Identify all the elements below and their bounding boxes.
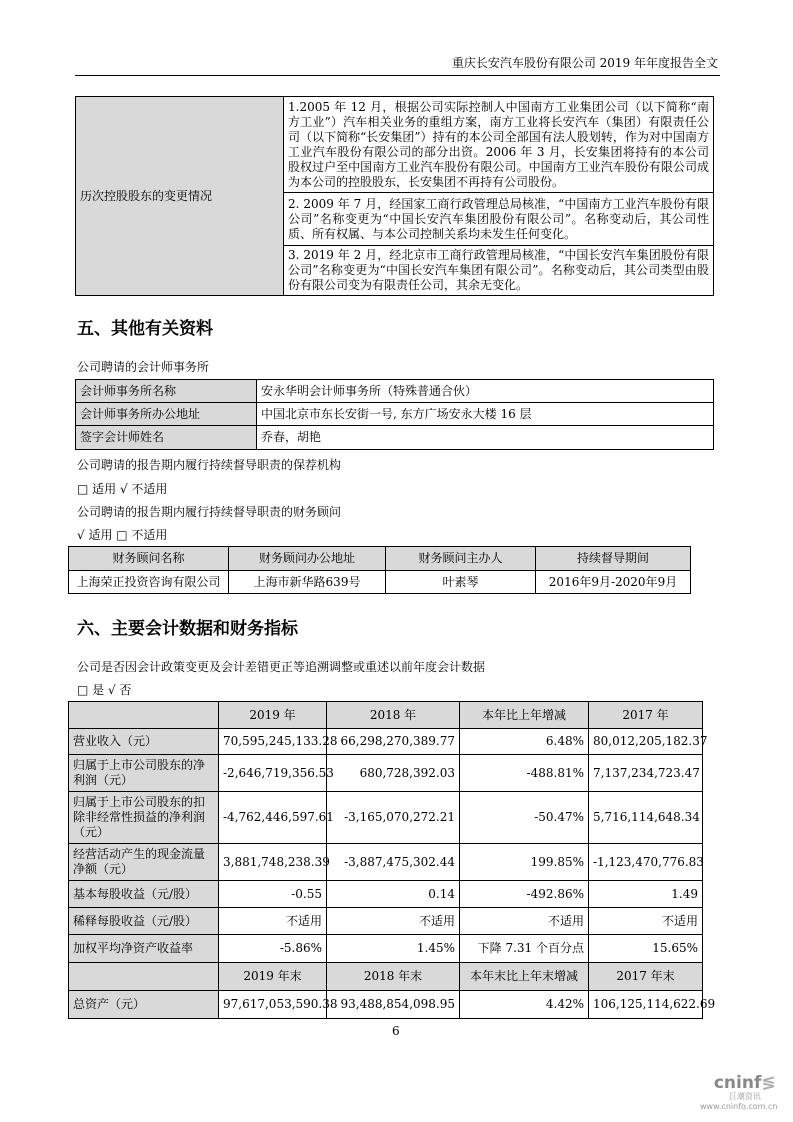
data-cell: -5.86% — [219, 935, 327, 963]
table-row — [69, 935, 703, 963]
column-header: 2019 年末 — [219, 963, 327, 991]
column-header: 财务顾问名称 — [69, 547, 229, 571]
data-cell: -3,165,070,272.21 — [327, 792, 460, 844]
data-cell: 不适用 — [589, 908, 703, 935]
report-header: 重庆长安汽车股份有限公司 2019 年年度报告全文 — [451, 56, 718, 70]
advisor-cell: 2016年9月-2020年9月 — [536, 571, 691, 594]
accountant-value: 安永华明会计师事务所（特殊普通合伙） — [257, 380, 714, 403]
section-heading-5: 五、其他有关资料 — [77, 319, 213, 339]
history-paragraph: 2. 2009 年 7 月，经国家工商行政管理总局核准，“中国南方工业汽车股份有限公司”名称变更为“中国长安汽车集团股份有限公司”。名称变动后，其公司性质、所有权属、与本公司控制关系均未发生任何变化。 — [284, 193, 714, 246]
data-cell: 4.42% — [460, 991, 589, 1019]
data-cell: 80,012,205,182.37 — [589, 729, 703, 755]
data-cell: -2,646,719,356.53 — [219, 755, 327, 792]
data-cell: 0.14 — [327, 881, 460, 908]
column-header: 2017 年 — [589, 702, 703, 729]
row-label: 营业收入（元） — [69, 729, 219, 755]
advisor-cell: 上海市新华路639号 — [229, 571, 386, 594]
column-header — [69, 963, 219, 991]
data-cell: 1.49 — [589, 881, 703, 908]
data-cell: 1.45% — [327, 935, 460, 963]
column-header — [69, 702, 219, 729]
data-cell: -0.55 — [219, 881, 327, 908]
accountant-label: 会计师事务所名称 — [76, 380, 257, 403]
data-cell: 93,488,854,098.95 — [327, 991, 460, 1019]
table-row — [69, 844, 703, 881]
data-cell: 6.48% — [460, 729, 589, 755]
column-header: 2018 年 — [327, 702, 460, 729]
table-row — [69, 729, 703, 755]
data-cell: 15.65% — [589, 935, 703, 963]
advisor-cell: 叶素琴 — [386, 571, 536, 594]
shareholder-history-table — [75, 96, 714, 296]
accountant-label: 签字会计师姓名 — [76, 426, 257, 450]
header-row — [69, 963, 703, 991]
history-paragraph: 1.2005 年 12 月，根据公司实际控制人中国南方工业集团公司（以下简称“南方工业”）汽车相关业务的重组方案，南方工业将长安汽车（集团）有限责任公司（以下简称“长安集团”）持有的本公司全部国有法人股划转，作为对中国南方工业汽车股份有限公司的部分出资。2006 年 3 月，长安集团将持有的本公司股权过户至中国南方工业汽车股份有限公司。中国南方工业汽车股份有限公司成为本公司的控股股东，长安集团不再持有公司股份。 — [284, 97, 714, 193]
column-header: 本年末比上年末增减 — [460, 963, 589, 991]
accountant-table — [75, 379, 714, 450]
data-cell: 下降 7.31 个百分点 — [460, 935, 589, 963]
data-cell: -492.86% — [460, 881, 589, 908]
restatement-question: 公司是否因会计政策变更及会计差错更正等追溯调整或重述以前年度会计数据 — [77, 660, 486, 674]
advisor-cell: 上海荣正投资咨询有限公司 — [69, 571, 229, 594]
data-cell: -1,123,470,776.83 — [589, 844, 703, 881]
data-cell: -4,762,446,597.61 — [219, 792, 327, 844]
advisor-intro: 公司聘请的报告期内履行持续督导职责的财务顾问 — [77, 505, 342, 519]
table-row — [69, 792, 703, 844]
row-label: 经营活动产生的现金流量净额（元） — [69, 844, 219, 881]
data-cell: -50.47% — [460, 792, 589, 844]
history-label: 历次控股股东的变更情况 — [76, 97, 284, 296]
column-header: 2019 年 — [219, 702, 327, 729]
header-divider — [75, 75, 720, 76]
financial-data-table — [68, 701, 716, 1019]
row-label: 稀释每股收益（元/股） — [69, 908, 219, 935]
data-cell: -3,887,475,302.44 — [327, 844, 460, 881]
column-header: 本年比上年增减 — [460, 702, 589, 729]
table-row — [69, 881, 703, 908]
row-label: 归属于上市公司股东的净利润（元） — [69, 755, 219, 792]
data-cell: 70,595,245,133.28 — [219, 729, 327, 755]
data-cell: 5,716,114,648.34 — [589, 792, 703, 844]
data-cell: 106,125,114,622.69 — [589, 991, 703, 1019]
section-heading-6: 六、主要会计数据和财务指标 — [77, 619, 298, 639]
history-paragraph: 3. 2019 年 2 月，经北京市工商行政管理局核准，“中国长安汽车集团股份有限公司”名称变更为“中国长安汽车集团有限公司”。名称变动后，其公司类型由股份有限公司变为有限责任公司，其余无变化。 — [284, 246, 714, 296]
accountant-value: 乔春，胡艳 — [257, 426, 714, 450]
data-cell: 199.85% — [460, 844, 589, 881]
accountant-label: 会计师事务所办公地址 — [76, 403, 257, 426]
column-header: 2018 年末 — [327, 963, 460, 991]
restatement-choice: □ 是 √ 否 — [77, 683, 132, 697]
column-header: 2017 年末 — [589, 963, 703, 991]
data-cell: 7,137,234,723.47 — [589, 755, 703, 792]
data-cell: 66,298,270,389.77 — [327, 729, 460, 755]
accountant-intro: 公司聘请的会计师事务所 — [77, 360, 210, 374]
sponsor-intro: 公司聘请的报告期内履行持续督导职责的保荐机构 — [77, 458, 342, 472]
data-cell: 不适用 — [460, 908, 589, 935]
sponsor-choice: □ 适用 √ 不适用 — [77, 482, 168, 496]
data-cell: 97,617,053,590.38 — [219, 991, 327, 1019]
accountant-value: 中国北京市东长安街一号, 东方广场安永大楼 16 层 — [257, 403, 714, 426]
page-number: 6 — [392, 1024, 400, 1038]
table-row — [69, 991, 703, 1019]
header-row — [69, 702, 703, 729]
data-cell: 680,728,392.03 — [327, 755, 460, 792]
row-label: 基本每股收益（元/股） — [69, 881, 219, 908]
cninfo-watermark-logo: cninf≶ 巨潮资讯 www.cninfo.com.cn — [700, 1073, 778, 1111]
table-row — [69, 755, 703, 792]
column-header: 持续督导期间 — [536, 547, 691, 571]
data-cell: 不适用 — [327, 908, 460, 935]
data-cell: 不适用 — [219, 908, 327, 935]
row-label: 归属于上市公司股东的扣除非经常性损益的净利润（元） — [69, 792, 219, 844]
row-label: 总资产（元） — [69, 991, 219, 1019]
data-cell: -488.81% — [460, 755, 589, 792]
data-cell: 3,881,748,238.39 — [219, 844, 327, 881]
row-label: 加权平均净资产收益率 — [69, 935, 219, 963]
column-header: 财务顾问办公地址 — [229, 547, 386, 571]
advisor-table — [68, 546, 691, 594]
advisor-choice: √ 适用 □ 不适用 — [77, 528, 168, 542]
table-row — [69, 908, 703, 935]
column-header: 财务顾问主办人 — [386, 547, 536, 571]
